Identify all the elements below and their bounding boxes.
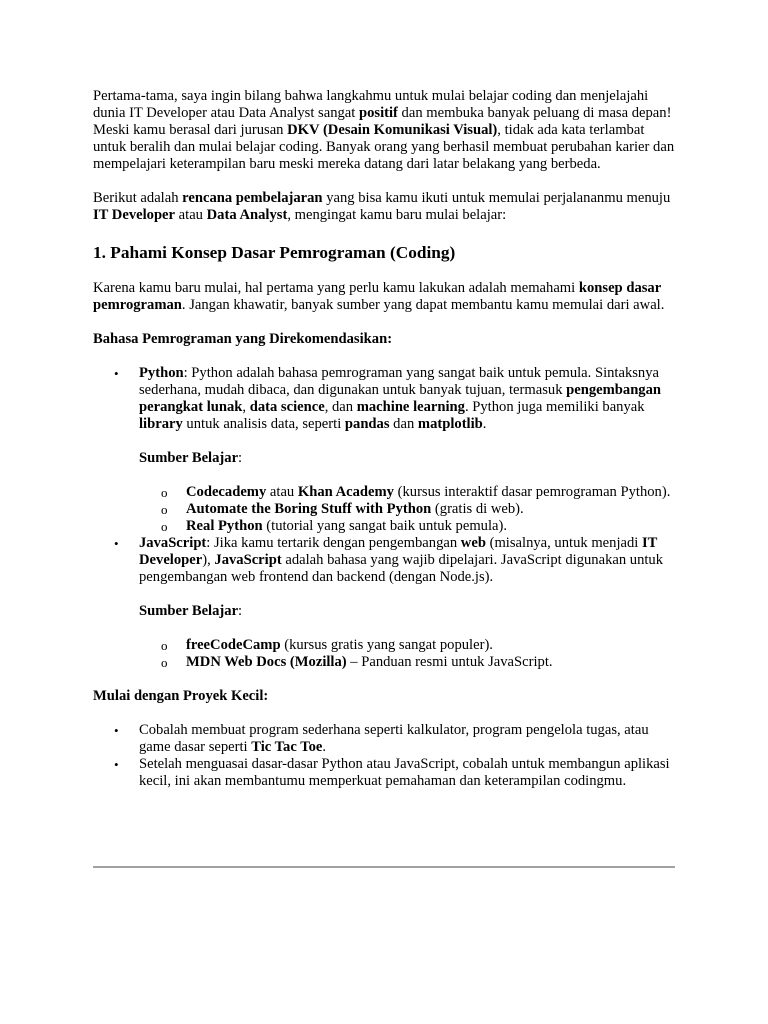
languages-list [93,365,675,671]
projects-list [93,722,675,790]
list-item-python [93,365,675,535]
list-item: • Setelah menguasai dasar-dasar Python atau JavaScript, cobalah untuk membangun aplikasi kecil, ini akan membantumu memperkuat pemahaman dan keterampilan codingmu. [114,756,670,789]
sub-bullet-icon: o [161,485,168,500]
javascript-resources-list [139,637,675,671]
intro-paragraph: Pertama-tama, saya ingin bilang bahwa langkahmu untuk mulai belajar coding dan menjelajahi dunia IT Developer atau Data Analyst sangat positif dan membuka banyak peluang di masa depan! Meski kamu berasal dari jurusan DKV (Desain Komunikasi Visual), tidak ada kata terlambat untuk beralih dan mulai belajar coding. Banyak orang yang berhasil membuat perubahan karier dan mempelajari keterampilan baru meski mereka datang dari latar belakang yang berbeda. [93,88,675,172]
list-item: o MDN Web Docs (Mozilla) – Panduan resmi untuk JavaScript. [161,654,553,670]
sub-bullet-icon: o [161,638,168,653]
python-description: Python: Python adalah bahasa pemrograman yang sangat baik untuk pemula. Sintaksnya sederhana, mudah dibaca, dan digunakan untuk banyak tujuan, termasuk pengembangan perangkat lunak, data science, dan machine learning. Python juga memiliki banyak library untuk analisis data, seperti pandas dan matplotlib. [139,365,662,432]
javascript-resources-label: Sumber Belajar: [139,603,243,619]
list-item: o Real Python (tutorial yang sangat baik untuk pemula). [161,518,508,534]
list-item: o Codecademy atau Khan Academy (kursus interaktif dasar pemrograman Python). [161,484,671,500]
python-resources-list [139,484,675,535]
languages-subheading: Bahasa Pemrograman yang Direkomendasikan: [93,331,393,347]
section-intro-paragraph: Karena kamu baru mulai, hal pertama yang perlu kamu lakukan adalah memahami konsep dasar pemrograman. Jangan khawatir, banyak sumber yang dapat membantu kamu memulai dari awal. [93,280,665,313]
section-heading: 1. Pahami Konsep Dasar Pemrograman (Coding) [93,243,456,262]
plan-intro-paragraph: Berikut adalah rencana pembelajaran yang bisa kamu ikuti untuk memulai perjalananmu menuju IT Developer atau Data Analyst, mengingat kamu baru mulai belajar: [93,190,671,223]
list-item-javascript [93,535,675,671]
list-item: • Cobalah membuat program sederhana seperti kalkulator, program pengelola tugas, atau game dasar seperti Tic Tac Toe. [114,722,649,755]
list-item: o Automate the Boring Stuff with Python (gratis di web). [161,501,524,517]
javascript-description: JavaScript: Jika kamu tertarik dengan pengembangan web (misalnya, untuk menjadi IT Developer), JavaScript adalah bahasa yang wajib dipelajari. JavaScript digunakan untuk pengembangan web frontend dan backend (dengan Node.js). [139,535,664,585]
sub-bullet-icon: o [161,655,168,670]
bullet-icon: • [114,536,119,551]
python-resources-label: Sumber Belajar: [139,450,243,466]
bullet-icon: • [114,366,119,381]
bullet-icon: • [114,723,119,738]
bullet-icon: • [114,757,119,772]
sub-bullet-icon: o [161,502,168,517]
horizontal-rule [93,866,675,868]
projects-subheading: Mulai dengan Proyek Kecil: [93,688,269,704]
list-item: o freeCodeCamp (kursus gratis yang sangat populer). [161,637,493,653]
sub-bullet-icon: o [161,519,168,534]
document-body [93,88,675,790]
